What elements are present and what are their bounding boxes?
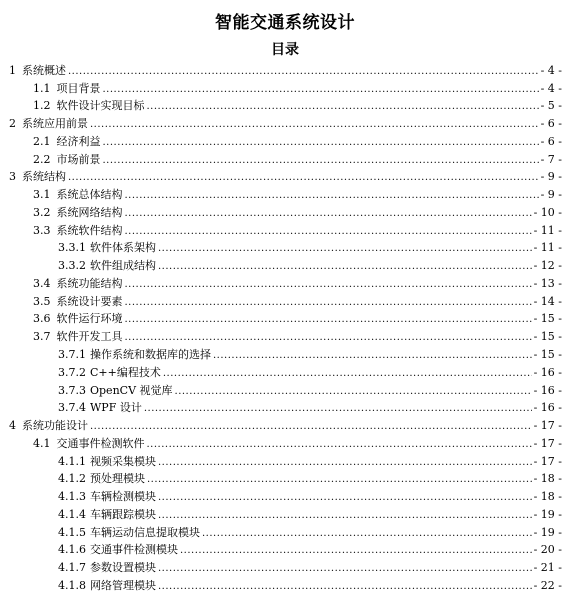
toc-entry-title: C++编程技术 — [90, 365, 161, 379]
toc-entry-title: 系统功能设计 — [22, 419, 88, 433]
toc-entry[interactable] — [0, 432, 570, 450]
toc-entry-page: - 11 - — [533, 223, 562, 237]
toc-entry-number: 1.2 — [33, 99, 51, 113]
toc-dot-leader — [163, 366, 532, 379]
toc-dot-leader — [147, 472, 532, 485]
toc-entry-title: 网络管理模块 — [90, 578, 156, 592]
toc-entry[interactable] — [0, 59, 570, 77]
toc-entry-page: - 16 - — [533, 401, 562, 415]
toc-dot-leader — [158, 561, 532, 574]
toc-entry[interactable] — [0, 503, 570, 521]
toc-entry-title: 软件开发工具 — [56, 330, 123, 344]
toc-entry[interactable] — [0, 343, 570, 361]
toc-entry-number: 3.3.2 — [58, 259, 86, 273]
toc-entry[interactable] — [0, 539, 570, 557]
toc-dot-leader — [103, 82, 539, 95]
toc-entry-number: 4.1.1 — [58, 454, 86, 468]
toc-entry-number: 4.1.6 — [58, 543, 86, 557]
toc-entry-page: - 6 - — [540, 134, 562, 148]
toc-entry[interactable] — [0, 556, 570, 574]
toc-entry-title: 操作系统和数据库的选择 — [90, 348, 211, 362]
toc-dot-leader — [125, 312, 532, 325]
toc-entry[interactable] — [0, 414, 570, 432]
toc-entry[interactable] — [0, 379, 570, 397]
toc-entry-number: 3.4 — [33, 276, 51, 290]
toc-dot-leader — [90, 117, 539, 130]
toc-entry-title: 车辆跟踪模块 — [90, 507, 156, 521]
toc-dot-leader — [125, 188, 539, 201]
toc-entry-title: 软件组成结构 — [90, 259, 156, 273]
toc-entry-page: - 11 - — [533, 241, 562, 255]
toc-entry-number: 3.2 — [33, 205, 51, 219]
toc-dot-leader — [158, 259, 532, 272]
toc-entry-number: 1 — [9, 63, 16, 77]
toc-dot-leader — [125, 206, 532, 219]
toc-dot-leader — [202, 526, 532, 539]
toc-entry[interactable] — [0, 254, 570, 272]
toc-entry-title: 预处理模块 — [90, 472, 145, 486]
toc-entry-number: 4.1.4 — [58, 507, 86, 521]
toc-entry-page: - 16 - — [533, 383, 562, 397]
toc-entry-number: 3.7.1 — [58, 348, 86, 362]
toc-entry-page: - 18 - — [533, 472, 562, 486]
toc-dot-leader — [144, 401, 532, 414]
toc-entry[interactable] — [0, 130, 570, 148]
toc-entry[interactable] — [0, 521, 570, 539]
toc-entry-title: 软件设计实现目标 — [56, 99, 145, 113]
toc-entry-number: 3.7.4 — [58, 401, 86, 415]
toc-dot-leader — [213, 348, 532, 361]
toc-entry[interactable] — [0, 77, 570, 95]
toc-dot-leader — [158, 579, 532, 592]
toc-entry-title: 视频采集模块 — [90, 454, 156, 468]
toc-entry-page: - 9 - — [540, 170, 562, 184]
toc-entry-page: - 19 - — [533, 525, 562, 539]
toc-entry-page: - 16 - — [533, 365, 562, 379]
toc-entry-title: WPF 设计 — [90, 401, 142, 415]
toc-entry-page: - 17 - — [533, 419, 562, 433]
toc-entry-title: 市场前景 — [56, 152, 101, 166]
toc-dot-leader — [158, 241, 532, 254]
toc-entry-number: 4.1.2 — [58, 472, 86, 486]
toc-entry-number: 2 — [9, 117, 16, 131]
toc-dot-leader — [90, 419, 532, 432]
toc-entry-number: 4.1.7 — [58, 561, 86, 575]
toc-entry-title: OpenCV 视觉库 — [90, 383, 173, 397]
table-of-contents — [0, 59, 570, 592]
toc-entry-title: 交通事件检测软件 — [56, 436, 145, 450]
toc-entry[interactable] — [0, 308, 570, 326]
toc-dot-leader — [158, 490, 532, 503]
toc-entry-number: 3.7.3 — [58, 383, 86, 397]
toc-dot-leader — [180, 543, 532, 556]
toc-dot-leader — [125, 224, 532, 237]
toc-entry-title: 系统概述 — [22, 63, 66, 77]
toc-entry-page: - 5 - — [540, 99, 562, 113]
toc-dot-leader — [158, 455, 532, 468]
toc-dot-leader — [103, 135, 539, 148]
toc-dot-leader — [125, 295, 532, 308]
toc-entry[interactable] — [0, 95, 570, 113]
toc-entry-number: 4 — [9, 419, 16, 433]
toc-entry-page: - 20 - — [533, 543, 562, 557]
toc-entry-title: 软件运行环境 — [56, 312, 123, 326]
toc-dot-leader — [103, 153, 539, 166]
toc-entry-page: - 15 - — [533, 330, 562, 344]
toc-entry-page: - 4 - — [540, 81, 562, 95]
toc-entry-number: 4.1.3 — [58, 490, 86, 504]
toc-entry-page: - 15 - — [533, 348, 562, 362]
toc-entry[interactable] — [0, 325, 570, 343]
toc-entry-page: - 9 - — [540, 188, 562, 202]
toc-entry-number: 3.7.2 — [58, 365, 86, 379]
toc-entry-number: 2.1 — [33, 134, 51, 148]
toc-entry[interactable] — [0, 166, 570, 184]
toc-entry-number: 4.1.8 — [58, 578, 86, 592]
toc-entry-number: 4.1 — [33, 436, 51, 450]
toc-entry[interactable] — [0, 183, 570, 201]
toc-dot-leader — [175, 384, 532, 397]
toc-entry-title: 系统设计要素 — [56, 294, 123, 308]
toc-entry-page: - 17 - — [533, 436, 562, 450]
toc-entry-page: - 6 - — [540, 117, 562, 131]
toc-entry-title: 交通事件检测模块 — [90, 543, 178, 557]
toc-entry-title: 项目背景 — [56, 81, 101, 95]
toc-entry-title: 车辆检测模块 — [90, 490, 156, 504]
toc-entry[interactable] — [0, 237, 570, 255]
toc-entry-page: - 7 - — [540, 152, 562, 166]
toc-entry[interactable] — [0, 112, 570, 130]
toc-entry-title: 系统应用前景 — [22, 117, 88, 131]
toc-entry[interactable] — [0, 450, 570, 468]
toc-entry-page: - 12 - — [533, 259, 562, 273]
toc-entry-page: - 17 - — [533, 454, 562, 468]
toc-entry-number: 1.1 — [33, 81, 51, 95]
toc-entry-page: - 13 - — [533, 276, 562, 290]
toc-dot-leader — [125, 277, 532, 290]
toc-entry-number: 3.3 — [33, 223, 51, 237]
toc-dot-leader — [68, 170, 539, 183]
document-title: 智能交通系统设计 — [215, 13, 355, 33]
toc-entry-title: 系统结构 — [22, 170, 66, 184]
toc-entry-number: 3.3.1 — [58, 241, 86, 255]
toc-entry[interactable] — [0, 574, 570, 592]
toc-entry[interactable] — [0, 272, 570, 290]
toc-entry-title: 系统软件结构 — [56, 223, 123, 237]
toc-entry-page: - 21 - — [533, 561, 562, 575]
toc-entry-title: 系统总体结构 — [56, 188, 123, 202]
toc-entry-page: - 14 - — [533, 294, 562, 308]
toc-entry-number: 3.7 — [33, 330, 51, 344]
toc-entry[interactable] — [0, 219, 570, 237]
toc-entry-title: 系统功能结构 — [56, 276, 123, 290]
toc-entry-page: - 4 - — [540, 63, 562, 77]
toc-entry-number: 3.6 — [33, 312, 51, 326]
toc-entry[interactable] — [0, 397, 570, 415]
toc-entry-title: 经济利益 — [56, 134, 101, 148]
toc-entry-number: 4.1.5 — [58, 525, 86, 539]
toc-entry-page: - 22 - — [533, 578, 562, 592]
toc-entry[interactable] — [0, 485, 570, 503]
toc-entry[interactable] — [0, 201, 570, 219]
toc-entry-number: 2.2 — [33, 152, 51, 166]
toc-entry[interactable] — [0, 468, 570, 486]
toc-heading: 目录 — [271, 42, 299, 58]
toc-entry-title: 软件体系架构 — [90, 241, 156, 255]
toc-dot-leader — [158, 508, 532, 521]
toc-entry-number: 3.5 — [33, 294, 51, 308]
toc-entry-page: - 19 - — [533, 507, 562, 521]
toc-dot-leader — [147, 437, 532, 450]
toc-entry-title: 车辆运动信息提取模块 — [90, 525, 200, 539]
toc-dot-leader — [68, 64, 539, 77]
toc-entry[interactable] — [0, 361, 570, 379]
toc-entry-page: - 18 - — [533, 490, 562, 504]
toc-dot-leader — [147, 99, 539, 112]
toc-entry-number: 3.1 — [33, 188, 51, 202]
toc-entry-number: 3 — [9, 170, 16, 184]
toc-entry-page: - 15 - — [533, 312, 562, 326]
toc-entry[interactable] — [0, 148, 570, 166]
toc-dot-leader — [125, 330, 532, 343]
toc-entry-title: 参数设置模块 — [90, 561, 156, 575]
toc-entry[interactable] — [0, 290, 570, 308]
toc-entry-title: 系统网络结构 — [56, 205, 123, 219]
toc-entry-page: - 10 - — [533, 205, 562, 219]
